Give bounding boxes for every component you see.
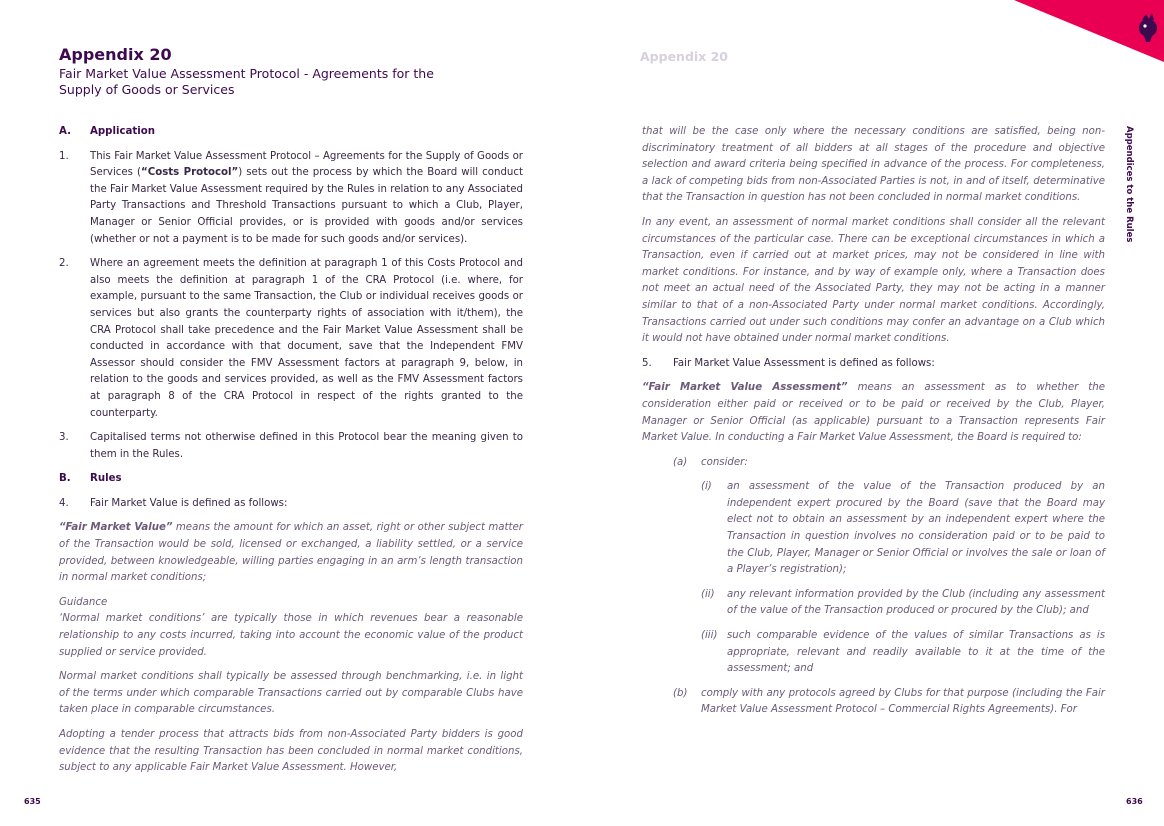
paragraph-3: 3. Capitalised terms not otherwise defined in this Protocol bear the meaning given to them in the Rules. xyxy=(59,432,523,460)
ghost-title: Appendix 20 xyxy=(640,49,728,64)
corner-decoration xyxy=(994,0,1164,72)
right-body xyxy=(642,124,1105,727)
paragraph-5: 5. Fair Market Value Assessment is defined as follows: xyxy=(642,357,935,369)
right-page xyxy=(582,0,1164,826)
side-tab xyxy=(1124,126,1140,256)
guidance-continued-2: In any event, an assessment of normal market conditions shall consider all the relevant circumstances of the particular case. There can be exceptional circumstances in which a Transaction, even if carried out at market prices, may not be considered in line with market conditions. For instance, and by way of example only, where a Transaction does not meet an actual need of the Associated Party, they may not be acting in a manner similar to that of a non-Associated Party under normal market conditions. Accordingly, Transactions carried out under such conditions may confer an advantage on a Club which it would not have obtained under normal market conditions. xyxy=(642,216,1105,345)
item-i: (i) an assessment of the value of the Transaction produced by an independent expert procured by the Board (save that the Board may elect not to obtain an assessment by an independent expert where the Transaction in question involves no consideration paid or to be paid to the Club, Player, Manager or Senior Official or involves the sale or loan of a Player’s registration); xyxy=(701,481,1105,576)
definition-fmva: “Fair Market Value Assessment” means an assessment as to whether the consideration either paid or received or to be paid or received by the Club, Player, Manager or Senior Official (as applicable) pursuant to a Transaction represents Fair Market Value. In conducting a Fair Market Value Assessment, the Board is required to: xyxy=(642,382,1105,444)
item-a: (a) consider: xyxy=(673,456,748,468)
left-body xyxy=(59,124,523,785)
paragraph-2: 2. Where an agreement meets the definition at paragraph 1 of this Costs Protocol and also meets the definition at paragraph 1 of the CRA Protocol (i.e. where, for example, pursuant to the same Transaction, the Club or individual receives goods or services but also grants the counterparty rights of association with it/them), the CRA Protocol shall take precedence and the Fair Market Value Assessment shall be conducted in accordance with that document, save that the Independent FMV Assessor should consider the FMV Assessment factors at paragraph 9, below, in relation to the goods and services provided, as well as the FMV Assessment factors at paragraph 8 of the CRA Protocol in respect of the rights granted to the counterparty. xyxy=(59,258,523,419)
guidance-continued-1: that will be the case only where the necessary conditions are satisfied, being non-discriminatory treatment of all bidders at all stages of the procedure and objective selection and award criteria being specified in advance of the process. For completeness, a lack of competing bids from non-Associated Parties is not, in and of itself, determinative that the Transaction in question has not been concluded in normal market conditions. xyxy=(642,126,1105,204)
page-title: Appendix 20 xyxy=(59,45,172,64)
page-number-left: 635 xyxy=(24,797,41,806)
guidance-label: Guidance xyxy=(59,596,108,608)
guidance-text-2: Normal market conditions shall typically be assessed through benchmarking, i.e. in light of the terms under which comparable Transactions carried out by comparable Clubs have taken place in comparable circumstances. xyxy=(59,671,523,716)
section-b-heading: B. Rules xyxy=(59,473,122,485)
guidance-text-1: ‘Normal market conditions’ are typically those in which revenues bear a reasonable relationship to any costs incurred, taking into account the economic value of the product supplied or service provided. xyxy=(59,613,523,658)
section-a-heading: A. Application xyxy=(59,126,155,137)
item-iii: (iii) such comparable evidence of the values of similar Transactions as is appropriate, relevant and readily available to it at the time of the assessment; and xyxy=(701,630,1105,675)
side-tab-label: Appendices to the Rules xyxy=(1124,126,1134,243)
page-number-right: 636 xyxy=(1126,797,1143,806)
item-ii: (ii) any relevant information provided by the Club (including any assessment of the value of the Transaction produced or procured by the Club); and xyxy=(701,588,1105,617)
definition-fmv: “Fair Market Value” means the amount for which an asset, right or other subject matter of the Transaction would be sold, licensed or exchanged, a liability settled, or a service provided, between knowledgeable, willing parties engaging in an arm’s length transaction in normal market conditions; xyxy=(59,522,523,584)
item-b: (b) comply with any protocols agreed by Clubs for that purpose (including the Fair Market Value Assessment Protocol – Commercial Rights Agreements). For xyxy=(673,687,1105,716)
paragraph-1: 1. This Fair Market Value Assessment Protocol – Agreements for the Supply of Goods or Services (“Costs Protocol”) sets out the process by which the Board will conduct the Fair Market Value Assessment required by the Rules in relation to any Associated Party Transactions and Threshold Transactions pursuant to which a Club, Player, Manager or Senior Official provides, or is provided with goods and/or services (whether or not a payment is to be made for such goods and/or services). xyxy=(59,150,523,245)
page-subtitle: Fair Market Value Assessment Protocol - Agreements for the Supply of Goods or Services xyxy=(59,66,434,97)
guidance-text-3: Adopting a tender process that attracts bids from non-Associated Party bidders is good evidence that the resulting Transaction has been concluded in normal market conditions, subject to any applicable Fair Market Value Assessment. However, xyxy=(59,729,523,774)
paragraph-4: 4. Fair Market Value is defined as follows: xyxy=(59,497,288,509)
